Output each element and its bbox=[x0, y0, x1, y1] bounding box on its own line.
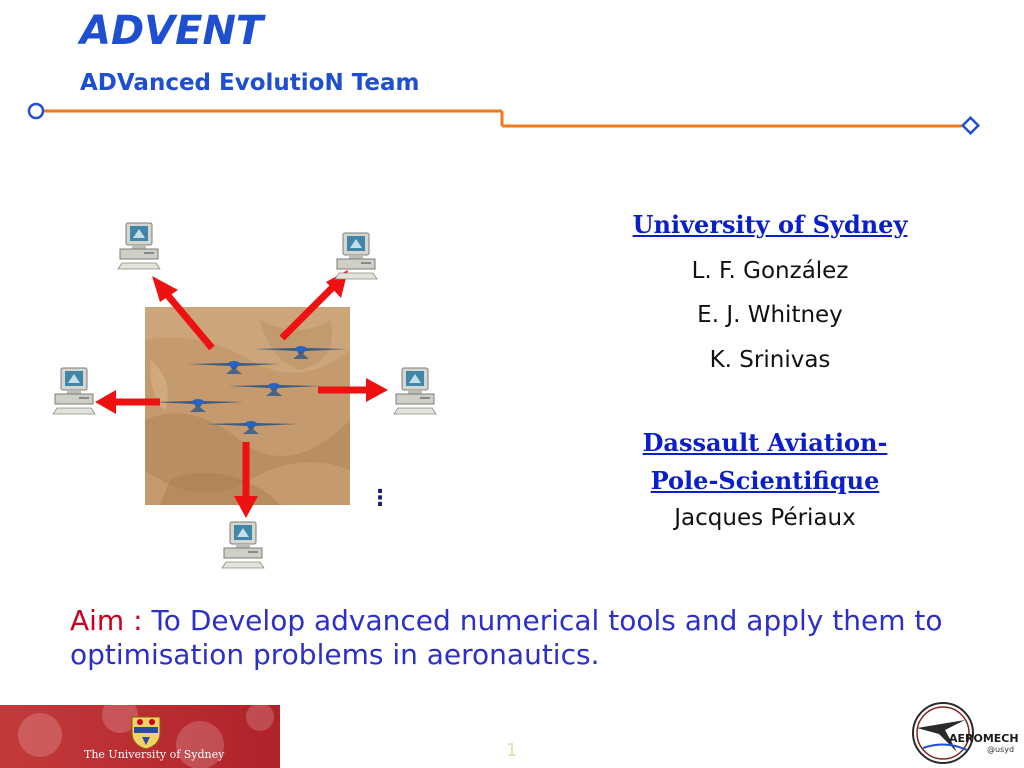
aeromech-logo-sub: @usyd bbox=[987, 745, 1015, 754]
more-nodes-ellipsis: ⋮ bbox=[369, 486, 391, 511]
institution-name: Dassault Aviation- bbox=[642, 428, 888, 457]
network-diagram bbox=[0, 0, 600, 600]
aim-label: Aim : bbox=[70, 604, 143, 637]
person-name: Jacques Périaux bbox=[674, 505, 856, 531]
university-crest-icon bbox=[128, 713, 164, 751]
aim-text: To Develop advanced numerical tools and apply them to optimisation problems in aeronautics. bbox=[70, 604, 943, 671]
person-name: L. F. González bbox=[691, 258, 849, 284]
institution-name: University of Sydney bbox=[632, 210, 908, 239]
person-name: K. Srinivas bbox=[709, 347, 831, 373]
page-number: 1 bbox=[506, 740, 518, 761]
aeromech-logo-text: AEROMECH bbox=[949, 732, 1019, 745]
university-name: The University of Sydney bbox=[84, 748, 225, 761]
page-subtitle: ADVanced EvolutioN Team bbox=[80, 70, 420, 96]
aeromech-logo bbox=[905, 700, 1024, 768]
institution-name: Pole-Scientifique bbox=[650, 466, 880, 495]
person-name: E. J. Whitney bbox=[697, 302, 843, 328]
page-title: ADVENT bbox=[80, 8, 264, 54]
aim-statement bbox=[70, 604, 990, 672]
